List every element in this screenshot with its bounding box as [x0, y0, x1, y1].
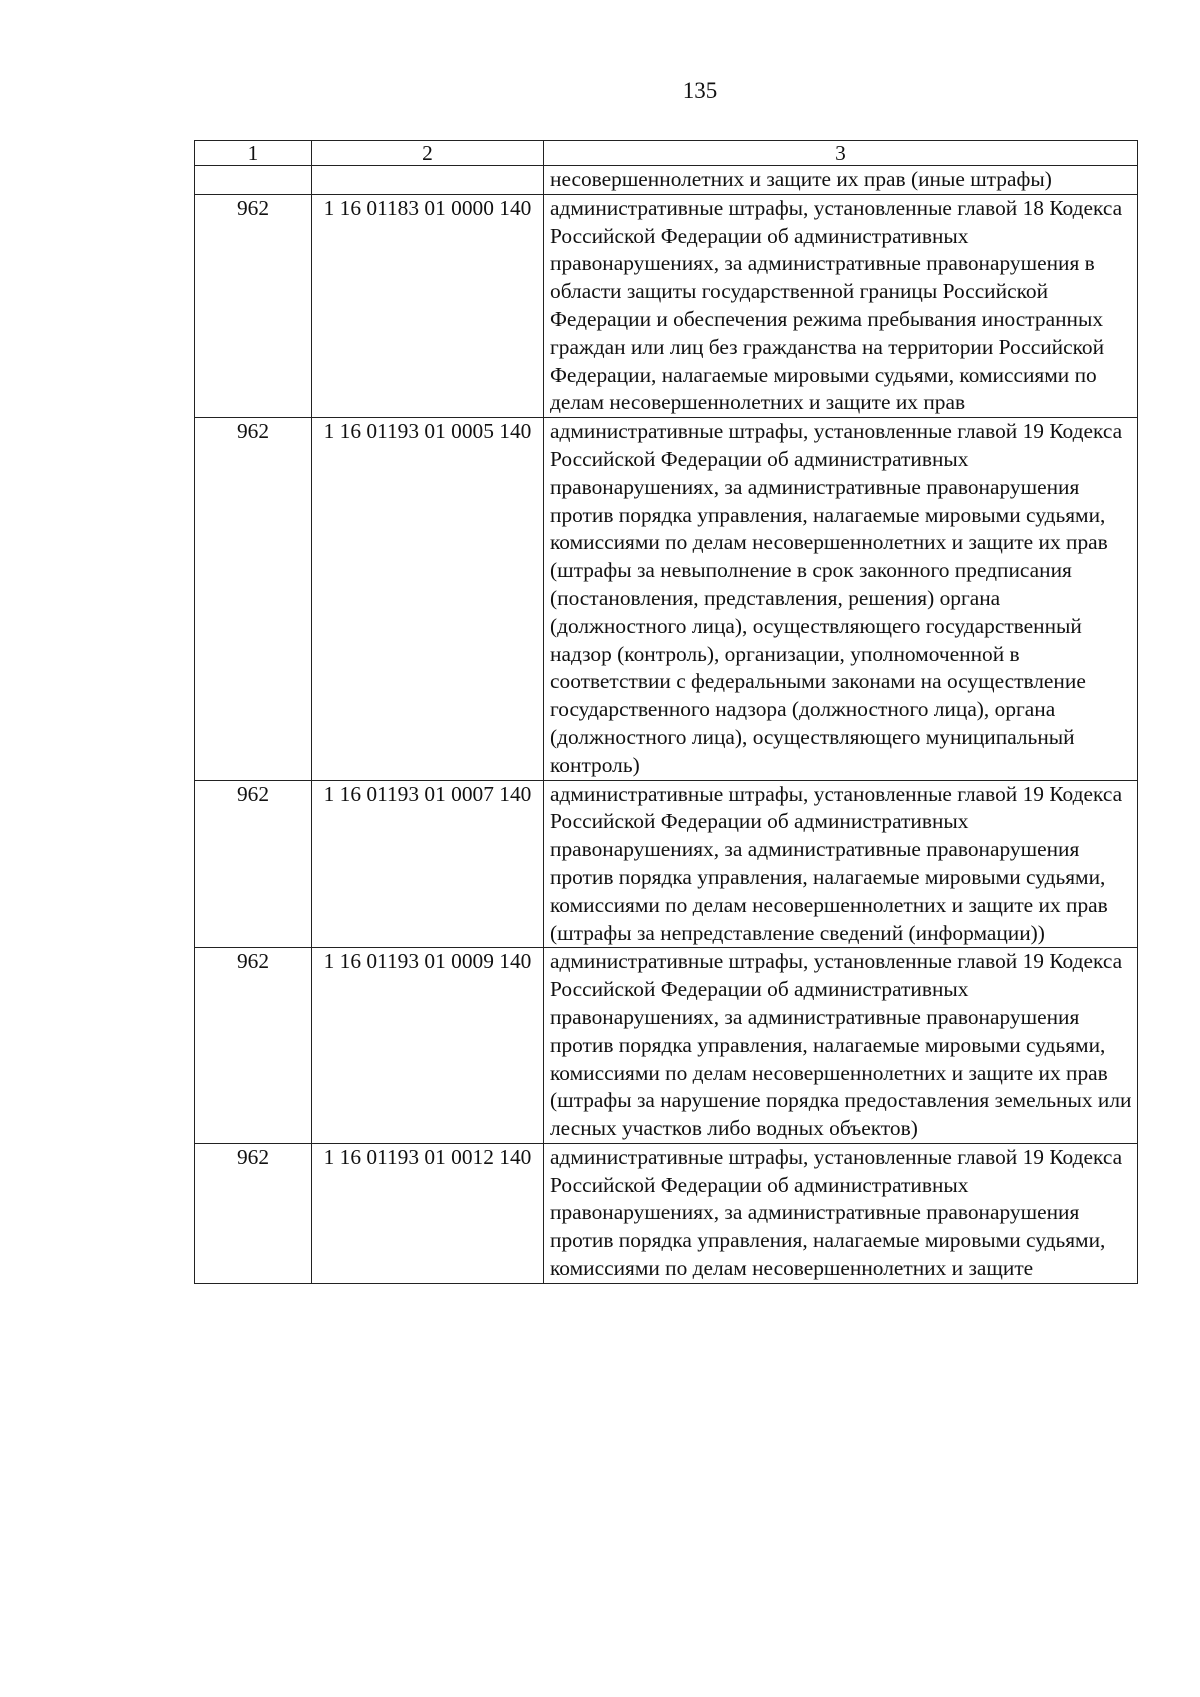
page-number-text: 135: [682, 78, 718, 103]
table-header-row: [195, 141, 1138, 166]
kbk-code-cell: 1 16 01193 01 0005 140: [312, 418, 544, 780]
kbk-code-cell: [312, 166, 544, 195]
admin-code-cell: 962: [195, 1143, 312, 1283]
description-cell: административные штрафы, установленные главой 19 Кодекса Российской Федерации об административных правонарушениях, за административные правонарушения против порядка управления, налагаемые мировыми судьями, комиссиями по делам несовершеннолетних и защите: [544, 1143, 1138, 1283]
description-cell: административные штрафы, установленные главой 19 Кодекса Российской Федерации об административных правонарушениях, за административные правонарушения против порядка управления, налагаемые мировыми судьями, комиссиями по делам несовершеннолетних и защите их прав (штрафы за невыполнение в срок законного предписания (постановления, представления, решения) органа (должностного лица), осуществляющего государственный надзор (контроль), организации, уполномоченной в соответствии с федеральными законами на осуществление государственного надзора (должностного лица), органа (должностного лица), осуществляющего муниципальный контроль): [544, 418, 1138, 780]
column-header-3: 3: [544, 141, 1138, 166]
column-header-2: 2: [312, 141, 544, 166]
column-header-1: 1: [195, 141, 312, 166]
admin-code-cell: 962: [195, 194, 312, 417]
page-number: [0, 78, 1200, 104]
table-row: [195, 166, 1138, 195]
table-row: [195, 1143, 1138, 1283]
table-row: [195, 194, 1138, 417]
description-cell: административные штрафы, установленные главой 18 Кодекса Российской Федерации об административных правонарушениях, за административные правонарушения в области защиты государственной границы Российской Федерации и обеспечения режима пребывания иностранных граждан или лиц без гражданства на территории Российской Федерации, налагаемые мировыми судьями, комиссиями по делам несовершеннолетних и защите их прав: [544, 194, 1138, 417]
admin-code-cell: 962: [195, 418, 312, 780]
admin-code-cell: 962: [195, 948, 312, 1144]
kbk-code-cell: 1 16 01193 01 0012 140: [312, 1143, 544, 1283]
description-cell: административные штрафы, установленные главой 19 Кодекса Российской Федерации об административных правонарушениях, за административные правонарушения против порядка управления, налагаемые мировыми судьями, комиссиями по делам несовершеннолетних и защите их прав (штрафы за непредставление сведений (информации)): [544, 780, 1138, 948]
table-row: [195, 948, 1138, 1144]
admin-code-cell: 962: [195, 780, 312, 948]
table-row: [195, 418, 1138, 780]
admin-code-cell: [195, 166, 312, 195]
kbk-code-cell: 1 16 01193 01 0009 140: [312, 948, 544, 1144]
table-row: [195, 780, 1138, 948]
description-cell: несовершеннолетних и защите их прав (иные штрафы): [544, 166, 1138, 195]
kbk-code-cell: 1 16 01193 01 0007 140: [312, 780, 544, 948]
kbk-code-cell: 1 16 01183 01 0000 140: [312, 194, 544, 417]
description-cell: административные штрафы, установленные главой 19 Кодекса Российской Федерации об административных правонарушениях, за административные правонарушения против порядка управления, налагаемые мировыми судьями, комиссиями по делам несовершеннолетних и защите их прав (штрафы за нарушение порядка предоставления земельных или лесных участков либо водных объектов): [544, 948, 1138, 1144]
revenue-codes-table: [194, 140, 1138, 1284]
